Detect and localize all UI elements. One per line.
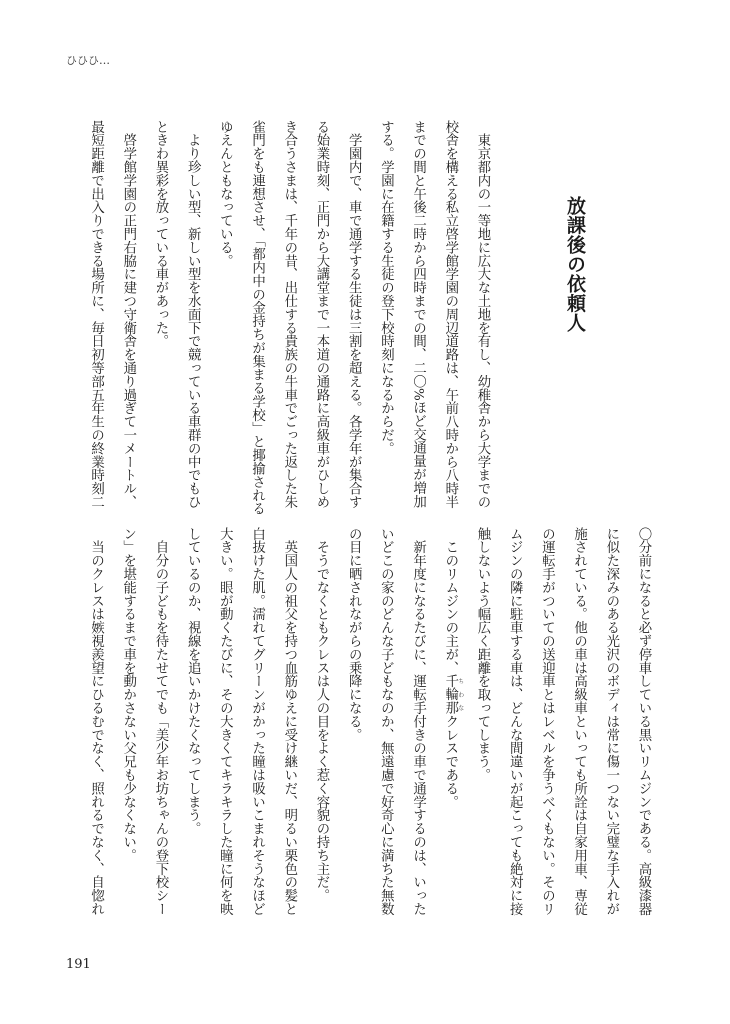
text-line: の目に晒されながらの乗降になる。: [346, 527, 362, 742]
body-text-upper: [80, 120, 498, 516]
text-line: 最短距離で出入りできる場所に、毎日初等部五年生の終業時刻二: [88, 120, 104, 509]
text-line: 啓学館学園の正門右脇に建つ守衛舎を通り過ぎて一メートル、: [120, 120, 136, 509]
running-header: ひひひ…: [66, 54, 110, 67]
text-line: 施されている。他の車は高級車といっても所詮は自家用車、専従: [571, 527, 587, 916]
text-line: 英国人の祖父を持つ血筋ゆえに受け継いだ、明るい栗色の髪と: [281, 527, 297, 916]
text-line: 触しないよう幅広く距離を取ってしまう。: [474, 527, 490, 782]
text-line: 自分の子どもを待たせてでも「美少年お坊ちゃんの登下校シー: [152, 527, 168, 916]
text-line: しているのか、視線を追いかけたくなってしまう。: [185, 527, 201, 836]
text-line: 大きい。眼が動くたびに、その大きくてキラキラした瞳に何を映: [217, 527, 233, 916]
ruby-line-before: このリムジンの主が、: [442, 527, 458, 675]
text-line: 〇分前になると必ず停車している黒いリムジンである。高級漆器: [636, 527, 651, 916]
text-line: ムジンの隣に駐車する車は、どんな間違いが起こっても絶対に接: [507, 527, 523, 916]
text-line-with-ruby: [434, 527, 466, 922]
name-with-furigana: [442, 674, 464, 715]
text-line: 白抜けた肌。濡れてグリーンがかった瞳は吸いこまれそうなほど: [249, 527, 265, 916]
body-text-lower: [80, 527, 659, 922]
text-line: ゆえんともなっている。: [217, 120, 233, 268]
page-number: 191: [66, 957, 91, 972]
text-line: に似た深みのある光沢のボディは常に傷一つない完璧な手入れが: [603, 527, 619, 916]
text-line: 雀門をも連想させ、「都内中の金持ちが集まる学校」と揶揄される: [249, 120, 265, 516]
text-line: 校舎を構える私立啓学館学園の周辺道路は、午前八時から八時半: [442, 120, 458, 509]
text-line: の運転手がついての送迎車とはレベルを争うべくもない。そのリ: [539, 527, 555, 916]
text-line: ときわ異彩を放っている車があった。: [152, 120, 168, 348]
ruby-base: 千輪那: [442, 674, 458, 715]
text-line: 当のクレスは嫉視羨望にひるむでなく、照れるでなく、自惚れ: [88, 527, 104, 916]
text-line: る始業時刻、正門から大講堂まで一本道の通路に高級車がひしめ: [313, 120, 329, 509]
text-line: より珍しい型、新しい型を水面下で競っている車群の中でもひ: [185, 120, 201, 509]
text-line: そうでなくともクレスは人の目をよく惹く容貌の持ち主だ。: [313, 527, 329, 903]
ruby-line-after: クレスである。: [442, 714, 458, 809]
text-line: までの間と午後二時から四時までの間、二〇%ほど交通量が増加: [410, 120, 426, 508]
text-line: する。学園に在籍する生徒の登下校時刻になるからだ。: [378, 120, 394, 455]
text-line: ン」を堪能するまで車を動かさない父兄も少なくない。: [120, 527, 136, 862]
text-line: 新年度になるたびに、運転手付きの車で通学するのは、いった: [410, 527, 426, 916]
text-line: き合うさまは、千年の昔、出仕する貴族の牛車でごった返した朱: [281, 120, 297, 509]
text-line: 東京都内の一等地に広大な土地を有し、幼稚舎から大学までの: [475, 120, 490, 509]
text-line: いどこの家のどんな子どもなのか、無遠慮で好奇心に満ちた無数: [378, 527, 394, 916]
ruby-reading: ちわな: [456, 674, 464, 715]
chapter-title: 放課後の依頼人: [564, 196, 586, 333]
text-line: 学園内で、車で通学する生徒は三割を超える。各学年が集合す: [346, 120, 362, 509]
